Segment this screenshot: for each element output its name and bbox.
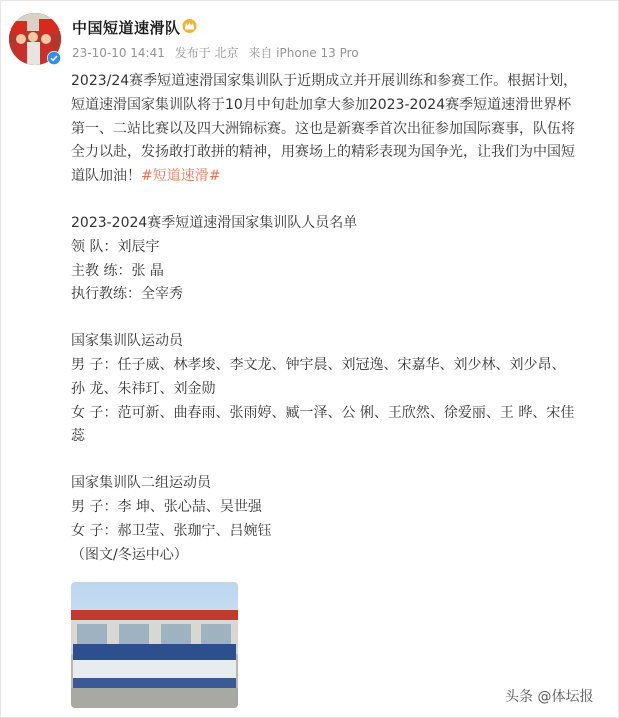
photo-credit: （图文/冬运中心） (71, 546, 188, 563)
roster-section (71, 212, 616, 307)
intro-line: 2023/24赛季短道速滑国家集训队于近期成立并开展训练和参赛工作。根据计划， (71, 73, 578, 89)
group2-section (71, 472, 616, 567)
watermark: 头条 @体坛报 (505, 689, 594, 705)
intro-paragraph (71, 70, 616, 189)
intro-line: 第一、二站比赛以及四大洲锦标赛。这也是新赛季首次出征参加国际赛事，队伍将 (71, 120, 575, 137)
team-leader: 领 队：刘辰宇 (71, 238, 160, 255)
account-name[interactable]: 中国短道速滑队 (72, 19, 181, 37)
group1-women-line: 女 子：范可新、曲春雨、张雨婷、臧一泽、公 俐、王欣然、徐爱丽、王 晔、宋佳 (71, 404, 575, 421)
group2-men: 男 子：李 坤、张心喆、吴世强 (71, 498, 262, 515)
group1-men-line: 孙 龙、朱祎玎、刘金勋 (71, 380, 216, 397)
group1-title: 国家集训队运动员 (71, 333, 183, 350)
executive-coach: 执行教练：全宰秀 (71, 286, 183, 303)
group1-women-line: 蕊 (71, 428, 85, 445)
hashtag-link[interactable]: #短道速滑# (141, 168, 221, 185)
post-meta (72, 44, 365, 61)
verified-badge-icon (47, 51, 61, 65)
group1-men-line: 男 子：任子威、林孝埈、李文龙、钟宇晨、刘冠逸、宋嘉华、刘少林、刘少昂、 (71, 356, 566, 373)
post-time[interactable]: 23-10-10 14:41 (72, 46, 165, 60)
team-photo[interactable] (71, 582, 238, 708)
intro-line: 短道速滑国家集训队将于10月中旬赴加拿大参加2023-2024赛季短道速滑世界杯 (71, 96, 572, 113)
intro-last-text: 道队加油！ (71, 168, 141, 185)
head-coach: 主教 练：张 晶 (71, 262, 164, 279)
intro-line (71, 165, 616, 189)
group2-women: 女 子：郝卫莹、张珈宁、吕婉钰 (71, 522, 272, 539)
post-device: 来自 iPhone 13 Pro (248, 46, 359, 60)
post-body (71, 70, 616, 567)
post-location: 发布于 北京 (174, 46, 239, 60)
roster-title: 2023-2024赛季短道速滑国家集训队人员名单 (71, 214, 358, 231)
group2-title: 国家集训队二组运动员 (71, 475, 211, 492)
group1-section (71, 330, 616, 449)
intro-line: 全力以赴，发扬敢打敢拼的精神，用赛场上的精彩表现为国争光，让我们为中国短 (71, 144, 575, 161)
crown-badge-icon[interactable] (181, 17, 198, 34)
